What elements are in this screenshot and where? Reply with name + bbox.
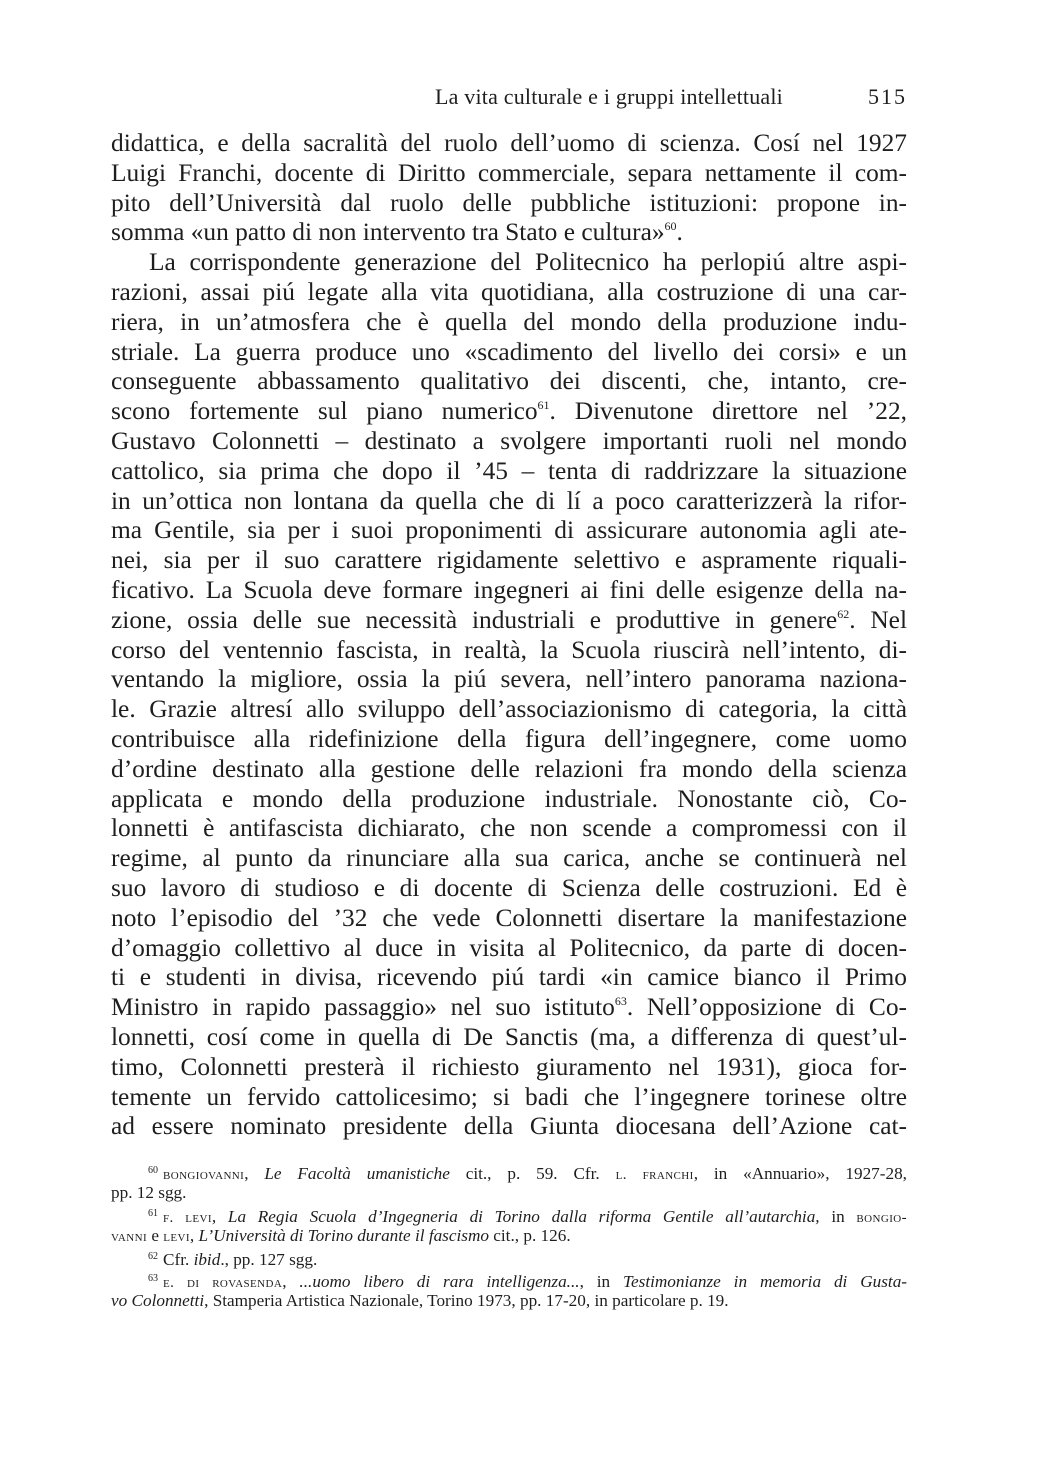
text-line: timo, Colonnetti presterà il richiesto giuramento nel 1931), gioca for-: [111, 1052, 907, 1081]
work-title: vo Colonnetti: [111, 1290, 205, 1310]
text-run: zione, ossia delle sue necessità industriali e produttive in genere: [111, 605, 838, 634]
text-line: striale. La guerra produce uno «scadimento del livello dei corsi» e un: [111, 337, 907, 366]
footnote-number: 62: [148, 1251, 158, 1263]
text-line: [111, 218, 907, 248]
work-title: Le Facoltà umanistiche: [264, 1164, 450, 1183]
text-line: in un’ottica non lontana da quella che di lí a poco caratterizzerà la rifor-: [111, 486, 907, 515]
body-text: [111, 129, 907, 1142]
text-line: regime, al punto da rinunciare alla sua carica, anche se continuerà nel: [111, 844, 907, 873]
text-line: Gustavo Colonnetti – destinato a svolgere importanti ruoli nel mondo: [111, 426, 907, 455]
text-run: , in: [579, 1271, 624, 1291]
page-number: 515: [868, 84, 907, 109]
author: l. franchi: [615, 1167, 694, 1183]
running-header: [111, 84, 907, 114]
text-line: lonnetti, cosí come in quella di De Sanctis (ma, a differenza di quest’ul-: [111, 1022, 907, 1051]
text-line: [111, 397, 907, 427]
text-line: pito dell’Università dal ruolo delle pubbliche istituzioni: propone in-: [111, 188, 907, 217]
text-line: [111, 993, 907, 1023]
text-line: d’ordine destinato alla gestione delle relazioni fra mondo della scienza: [111, 754, 907, 783]
work-title: Testimonianze in memoria di Gusta-: [623, 1271, 908, 1291]
text-line: d’omaggio collettivo al duce in visita al Politecnico, da parte di docen-: [111, 933, 907, 962]
text-run: . Divenutone direttore nel ’22,: [549, 397, 907, 426]
text-line: nei, sia per il suo carattere rigidamente selettivo e aspramente riquali-: [111, 546, 907, 575]
text-line: [111, 606, 907, 636]
footnote-number: 60: [148, 1165, 158, 1176]
text-line: temente un fervido cattolicesimo; si badi che l’ingegnere torinese oltre: [111, 1082, 907, 1111]
text-line: noto l’episodio del ’32 che vede Colonnetti disertare la manifestazione: [111, 903, 907, 932]
text-run: cit., p. 126.: [488, 1225, 571, 1245]
author: levi: [163, 1228, 190, 1245]
work-title: ...uomo libero di rara intelligenza...: [299, 1271, 580, 1291]
text-line: corso del ventennio fascista, in realtà, la Scuola riuscirà nell’intento, di-: [111, 635, 907, 664]
author: bongio-: [856, 1210, 907, 1227]
text-line: lonnetti è antifascista dichiarato, che non scende a compromessi con il: [111, 814, 907, 843]
text-line: ficativo. La Scuola deve formare ingegneri ai fini delle esigenze della na-: [111, 575, 907, 604]
text-run: ,: [244, 1164, 265, 1183]
text-line: contribuisce alla ridefinizione della figura dell’ingegnere, come uomo: [111, 724, 907, 753]
ibid: ibid: [193, 1250, 221, 1270]
footnote-number: 63: [148, 1272, 158, 1284]
text-line: suo lavoro di studioso e di docente di Scienza delle costruzioni. Ed è: [111, 873, 907, 902]
text-line: conseguente abbassamento qualitativo dei discenti, che, intanto, cre-: [111, 367, 907, 396]
text-line: ma Gentile, sia per i suoi proponimenti di assicurare autonomia agli ate-: [111, 516, 907, 545]
text-run: Cfr.: [163, 1250, 194, 1270]
text-run: , in «Annuario», 1927-28,: [693, 1164, 907, 1183]
author: bongiovanni: [163, 1167, 245, 1183]
footnote-line: pp. 12 sgg.: [111, 1182, 187, 1202]
text-line: ti e studenti in divisa, ricevendo piú tardi «in camice bianco il Primo: [111, 963, 907, 992]
text-run: somma «un patto di non intervento tra Stato e cultura»: [111, 218, 665, 247]
footnote-ref-61: 61: [537, 398, 550, 413]
text-run: ,: [189, 1225, 199, 1245]
footnote-62: [111, 1246, 907, 1268]
footnote-ref-60: 60: [664, 219, 677, 234]
footnote-60: [111, 1160, 907, 1182]
text-run: in: [819, 1207, 857, 1227]
text-run: . Nell’opposizione di Co-: [626, 993, 907, 1022]
text-line: La corrispondente generazione del Politecnico ha perlopiú altre aspi-: [149, 248, 907, 277]
text-run: .: [676, 218, 683, 247]
footnote-ref-62: 62: [837, 606, 850, 621]
author: vanni: [111, 1228, 148, 1245]
text-line: razioni, assai piú legate alla vita quotidiana, alla costruzione di una car-: [111, 277, 907, 306]
work-title: La Regia Scuola d’Ingegneria di Torino dalla riforma Gentile all’autarchia,: [227, 1207, 820, 1227]
text-line: riera, in un’atmosfera che è quella del mondo della produzione indu-: [111, 307, 907, 336]
text-run: ., pp. 127 sgg.: [220, 1250, 318, 1270]
text-line: didattica, e della sacralità del ruolo dell’uomo di scienza. Cosí nel 1927: [111, 129, 907, 157]
footnote-ref-63: 63: [614, 994, 627, 1009]
text-run: Ministro in rapido passaggio» nel suo istituto: [111, 993, 615, 1022]
author: e. di rovasenda: [163, 1274, 283, 1291]
text-run: e: [147, 1225, 164, 1245]
running-title: La vita culturale e i gruppi intellettuali: [434, 84, 783, 109]
footnote-number: 61: [148, 1208, 158, 1220]
text-run: cit., p. 59. Cfr.: [449, 1164, 616, 1183]
text-line: le. Grazie altresí allo sviluppo dell’associazionismo di categoria, la città: [111, 695, 907, 724]
author: f. levi: [163, 1210, 212, 1227]
work-title: L’Università di Torino durante il fascismo: [198, 1225, 489, 1245]
text-run: , Stamperia Artistica Nazionale, Torino 1973, pp. 17-20, in particolare p. 19.: [204, 1290, 729, 1310]
text-line: ad essere nominato presidente della Giunta diocesana dell’Azione cat-: [111, 1112, 907, 1141]
text-run: . Nel: [849, 605, 907, 634]
footnote-line: [111, 1290, 907, 1312]
text-line: cattolico, sia prima che dopo il ’45 – tenta di raddrizzare la situazione: [111, 456, 907, 485]
footnote-61: [111, 1203, 907, 1225]
text-line: ventando la migliore, ossia la piú severa, nell’intero panorama naziona-: [111, 665, 907, 694]
footnotes: [111, 1160, 907, 1311]
text-line: Luigi Franchi, docente di Diritto commerciale, separa nettamente il com-: [111, 158, 907, 187]
text-run: ,: [211, 1207, 228, 1227]
text-run: ,: [282, 1271, 300, 1291]
footnote-line: [111, 1225, 907, 1247]
text-line: applicata e mondo della produzione industriale. Nonostante ciò, Co-: [111, 784, 907, 813]
text-run: scono fortemente sul piano numerico: [111, 397, 538, 426]
footnote-63: [111, 1268, 907, 1290]
